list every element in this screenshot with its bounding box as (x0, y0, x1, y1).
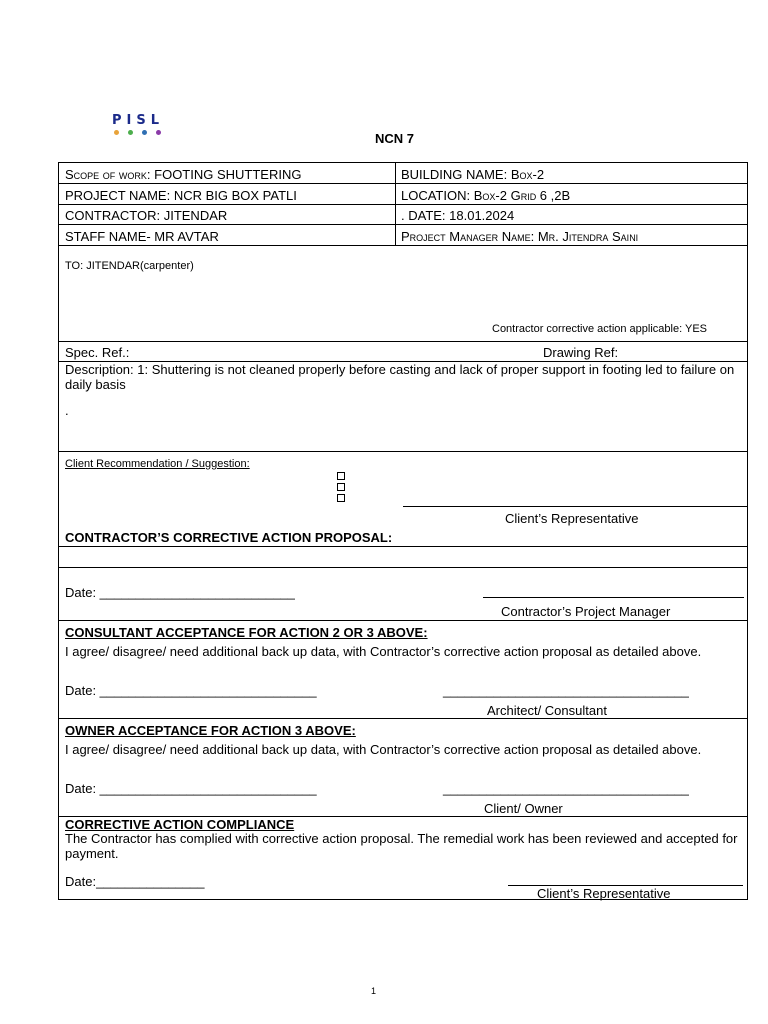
checkbox[interactable] (337, 483, 345, 491)
client-representative-label: Client’s Representative (505, 511, 639, 526)
logo-dots (112, 130, 182, 135)
client-recommendation-label: Client Recommendation / Suggestion: (65, 458, 250, 470)
location: LOCATION: Box-2 Grid 6 ,2B (401, 188, 571, 203)
project-manager-name: Project Manager Name: Mr. Jitendra Saini (401, 229, 639, 244)
company-logo (112, 114, 182, 138)
divider (59, 224, 747, 225)
divider (59, 451, 747, 452)
logo-dot (128, 130, 133, 135)
description-dot: . (65, 403, 69, 418)
divider (59, 567, 747, 568)
divider (59, 718, 747, 719)
logo-dot (114, 130, 119, 135)
contractor-proposal-heading: CONTRACTOR’S CORRECTIVE ACTION PROPOSAL: (65, 530, 393, 545)
divider (59, 341, 747, 342)
checkbox[interactable] (337, 494, 345, 502)
scope-of-work: Scope of work: FOOTING SHUTTERING (65, 167, 302, 182)
divider (395, 163, 396, 245)
date: . DATE: 18.01.2024 (401, 208, 515, 223)
logo-text: PISL (112, 113, 165, 128)
project-name: PROJECT NAME: NCR BIG BOX PATLI (65, 188, 297, 203)
checkbox[interactable] (337, 472, 345, 480)
ncn-form (58, 162, 748, 900)
contractor-pm-label: Contractor’s Project Manager (501, 604, 671, 619)
contractor-date: Date: ___________________________ (65, 585, 295, 600)
divider (59, 245, 747, 246)
spec-ref: Spec. Ref.: (65, 345, 130, 360)
contractor: CONTRACTOR: JITENDAR (65, 208, 228, 223)
compliance-client-rep-label: Client’s Representative (537, 886, 671, 901)
owner-text: I agree/ disagree/ need additional back up data, with Contractor’s corrective action proposal as detailed above. (65, 742, 702, 757)
consultant-signature-line: __________________________________ (443, 683, 689, 698)
divider (59, 546, 747, 547)
corrective-action-applicable: Contractor corrective action applicable: YES (492, 323, 708, 335)
consultant-date: Date: ______________________________ (65, 683, 317, 698)
owner-signature-line: __________________________________ (443, 781, 689, 796)
owner-heading: OWNER ACCEPTANCE FOR ACTION 3 ABOVE: (65, 723, 356, 738)
signature-line (403, 506, 748, 507)
architect-consultant-label: Architect/ Consultant (487, 703, 607, 718)
compliance-heading: CORRECTIVE ACTION COMPLIANCE (65, 817, 295, 832)
building-name: BUILDING NAME: Box-2 (401, 167, 545, 182)
client-owner-label: Client/ Owner (484, 801, 563, 816)
signature-line (483, 597, 744, 598)
divider (59, 620, 747, 621)
divider (59, 204, 747, 205)
drawing-ref: Drawing Ref: (543, 345, 619, 360)
staff-name: STAFF NAME- MR AVTAR (65, 229, 219, 244)
description: Description: 1: Shuttering is not cleaned properly before casting and lack of proper support in footing led to failure on daily basis (65, 362, 735, 392)
to-recipient: TO: JITENDAR(carpenter) (65, 260, 194, 272)
document-title: NCN 7 (375, 131, 415, 146)
logo-dot (156, 130, 161, 135)
divider (59, 183, 747, 184)
page-number: 1 (371, 986, 377, 996)
compliance-date: Date:_______________ (65, 874, 205, 889)
compliance-text: The Contractor has complied with corrective action proposal. The remedial work has been reviewed and accepted for payment. (65, 831, 738, 861)
owner-date: Date: ______________________________ (65, 781, 317, 796)
consultant-heading: CONSULTANT ACCEPTANCE FOR ACTION 2 OR 3 ABOVE: (65, 625, 428, 640)
consultant-text: I agree/ disagree/ need additional back up data, with Contractor’s corrective action proposal as detailed above. (65, 644, 702, 659)
logo-dot (142, 130, 147, 135)
